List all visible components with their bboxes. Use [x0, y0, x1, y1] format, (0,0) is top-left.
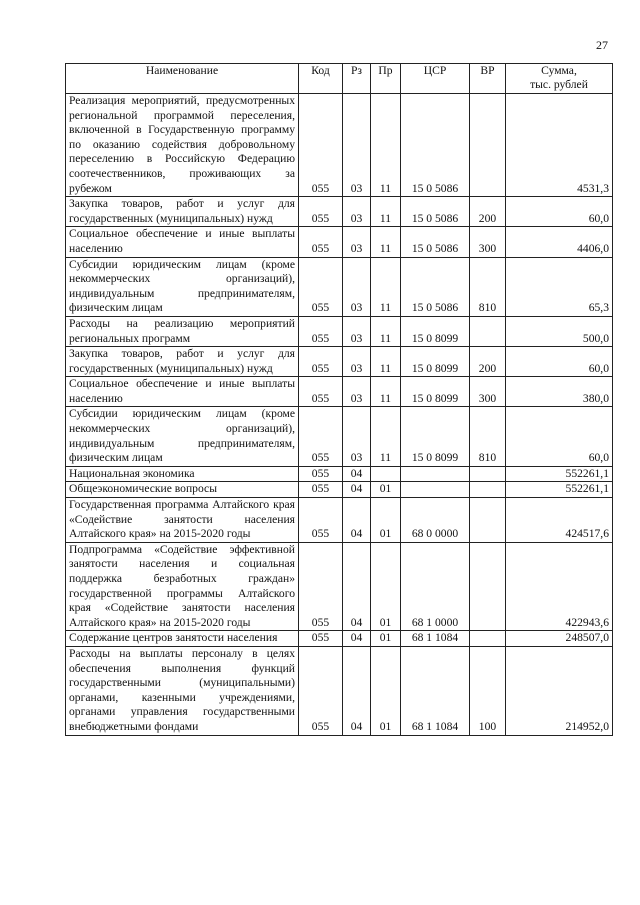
cell-csr: 68 0 0000 — [401, 498, 470, 543]
cell-vr — [470, 631, 506, 647]
cell-vr — [470, 498, 506, 543]
cell-rz: 04 — [343, 542, 371, 631]
table-row — [66, 197, 613, 227]
cell-name: Общеэкономические вопросы — [66, 482, 299, 498]
cell-vr — [470, 94, 506, 197]
cell-pr: 11 — [371, 257, 401, 316]
cell-vr: 200 — [470, 197, 506, 227]
cell-vr — [470, 316, 506, 346]
table-row — [66, 347, 613, 377]
cell-pr: 11 — [371, 197, 401, 227]
cell-pr: 01 — [371, 542, 401, 631]
table-row — [66, 377, 613, 407]
cell-sum: 552261,1 — [506, 482, 613, 498]
cell-name: Закупка товаров, работ и услуг для государственных (муниципальных) нужд — [66, 197, 299, 227]
cell-rz: 04 — [343, 631, 371, 647]
header-sum — [506, 64, 613, 94]
cell-sum: 424517,6 — [506, 498, 613, 543]
cell-vr: 810 — [470, 257, 506, 316]
cell-rz: 04 — [343, 482, 371, 498]
cell-csr: 15 0 8099 — [401, 347, 470, 377]
cell-csr: 15 0 8099 — [401, 407, 470, 466]
cell-name: Субсидии юридическим лицам (кроме некоммерческих организаций), индивидуальным предпринимателям, физическим лицам — [66, 407, 299, 466]
cell-rz: 03 — [343, 227, 371, 257]
header-rz: Рз — [343, 64, 371, 94]
table-header-row — [66, 64, 613, 94]
cell-rz: 04 — [343, 498, 371, 543]
cell-name: Закупка товаров, работ и услуг для государственных (муниципальных) нужд — [66, 347, 299, 377]
cell-code: 055 — [299, 257, 343, 316]
cell-csr: 15 0 5086 — [401, 197, 470, 227]
cell-name: Подпрограмма «Содействие эффективной занятости населения и социальная поддержка безработных граждан» государственной программы Алтайского края «Содействие занятости населения Алтайского края» на 2015-2020 годы — [66, 542, 299, 631]
table-row — [66, 631, 613, 647]
cell-sum: 500,0 — [506, 316, 613, 346]
cell-code: 055 — [299, 407, 343, 466]
cell-name: Субсидии юридическим лицам (кроме некоммерческих организаций), индивидуальным предпринимателям, физическим лицам — [66, 257, 299, 316]
cell-csr: 15 0 5086 — [401, 94, 470, 197]
cell-code: 055 — [299, 542, 343, 631]
cell-vr: 300 — [470, 227, 506, 257]
cell-vr — [470, 542, 506, 631]
cell-rz: 04 — [343, 646, 371, 735]
cell-name: Расходы на выплаты персоналу в целях обеспечения выполнения функций государственными (муниципальными) органами, казенными учреждениями, органами управления государственными внебюджетными фондами — [66, 646, 299, 735]
cell-pr: 01 — [371, 646, 401, 735]
cell-name: Содержание центров занятости населения — [66, 631, 299, 647]
cell-code: 055 — [299, 316, 343, 346]
cell-sum: 4531,3 — [506, 94, 613, 197]
cell-vr — [470, 482, 506, 498]
cell-sum: 60,0 — [506, 197, 613, 227]
header-pr: Пр — [371, 64, 401, 94]
table-row — [66, 542, 613, 631]
cell-code: 055 — [299, 94, 343, 197]
cell-sum: 248507,0 — [506, 631, 613, 647]
header-name: Наименование — [66, 64, 299, 94]
cell-csr: 68 1 1084 — [401, 631, 470, 647]
table-row — [66, 482, 613, 498]
cell-sum: 552261,1 — [506, 466, 613, 482]
cell-code: 055 — [299, 498, 343, 543]
cell-csr — [401, 482, 470, 498]
header-csr: ЦСР — [401, 64, 470, 94]
cell-rz: 03 — [343, 197, 371, 227]
table-row — [66, 646, 613, 735]
table-row — [66, 227, 613, 257]
budget-table — [65, 63, 613, 736]
table-row — [66, 94, 613, 197]
cell-sum: 422943,6 — [506, 542, 613, 631]
cell-rz: 03 — [343, 377, 371, 407]
cell-csr — [401, 466, 470, 482]
cell-csr: 68 1 0000 — [401, 542, 470, 631]
table-row — [66, 316, 613, 346]
cell-code: 055 — [299, 347, 343, 377]
cell-sum: 214952,0 — [506, 646, 613, 735]
cell-code: 055 — [299, 482, 343, 498]
cell-code: 055 — [299, 646, 343, 735]
cell-pr: 01 — [371, 498, 401, 543]
cell-pr: 01 — [371, 631, 401, 647]
cell-csr: 68 1 1084 — [401, 646, 470, 735]
header-sum-line1: Сумма, — [541, 64, 577, 77]
cell-rz: 03 — [343, 94, 371, 197]
page-number: 27 — [596, 38, 608, 52]
cell-vr — [470, 466, 506, 482]
cell-csr: 15 0 8099 — [401, 377, 470, 407]
header-vr: ВР — [470, 64, 506, 94]
table-row — [66, 407, 613, 466]
cell-csr: 15 0 8099 — [401, 316, 470, 346]
cell-name: Расходы на реализацию мероприятий региональных программ — [66, 316, 299, 346]
cell-pr: 01 — [371, 482, 401, 498]
cell-pr — [371, 466, 401, 482]
cell-sum: 4406,0 — [506, 227, 613, 257]
cell-vr: 810 — [470, 407, 506, 466]
cell-pr: 11 — [371, 227, 401, 257]
cell-sum: 380,0 — [506, 377, 613, 407]
cell-name: Государственная программа Алтайского края «Содействие занятости населения Алтайского края» на 2015-2020 годы — [66, 498, 299, 543]
cell-code: 055 — [299, 377, 343, 407]
cell-pr: 11 — [371, 94, 401, 197]
cell-name: Социальное обеспечение и иные выплаты населению — [66, 377, 299, 407]
cell-sum: 60,0 — [506, 347, 613, 377]
header-sum-line2: тыс. рублей — [530, 78, 588, 91]
cell-code: 055 — [299, 227, 343, 257]
cell-vr: 100 — [470, 646, 506, 735]
cell-csr: 15 0 5086 — [401, 257, 470, 316]
cell-pr: 11 — [371, 377, 401, 407]
cell-name: Национальная экономика — [66, 466, 299, 482]
cell-rz: 03 — [343, 347, 371, 377]
cell-sum: 60,0 — [506, 407, 613, 466]
cell-sum: 65,3 — [506, 257, 613, 316]
cell-vr: 300 — [470, 377, 506, 407]
cell-rz: 03 — [343, 407, 371, 466]
cell-name: Социальное обеспечение и иные выплаты населению — [66, 227, 299, 257]
cell-code: 055 — [299, 466, 343, 482]
cell-pr: 11 — [371, 316, 401, 346]
cell-csr: 15 0 5086 — [401, 227, 470, 257]
cell-rz: 04 — [343, 466, 371, 482]
cell-name: Реализация мероприятий, предусмотренных региональной программой переселения, включенной в Государственную программу по оказанию содействия добровольному переселению в Российскую Федерацию соотечественников, проживающих за рубежом — [66, 94, 299, 197]
table-row — [66, 498, 613, 543]
table-row — [66, 466, 613, 482]
cell-code: 055 — [299, 631, 343, 647]
table-row — [66, 257, 613, 316]
cell-pr: 11 — [371, 347, 401, 377]
cell-rz: 03 — [343, 257, 371, 316]
cell-code: 055 — [299, 197, 343, 227]
cell-vr: 200 — [470, 347, 506, 377]
cell-pr: 11 — [371, 407, 401, 466]
cell-rz: 03 — [343, 316, 371, 346]
header-code: Код — [299, 64, 343, 94]
